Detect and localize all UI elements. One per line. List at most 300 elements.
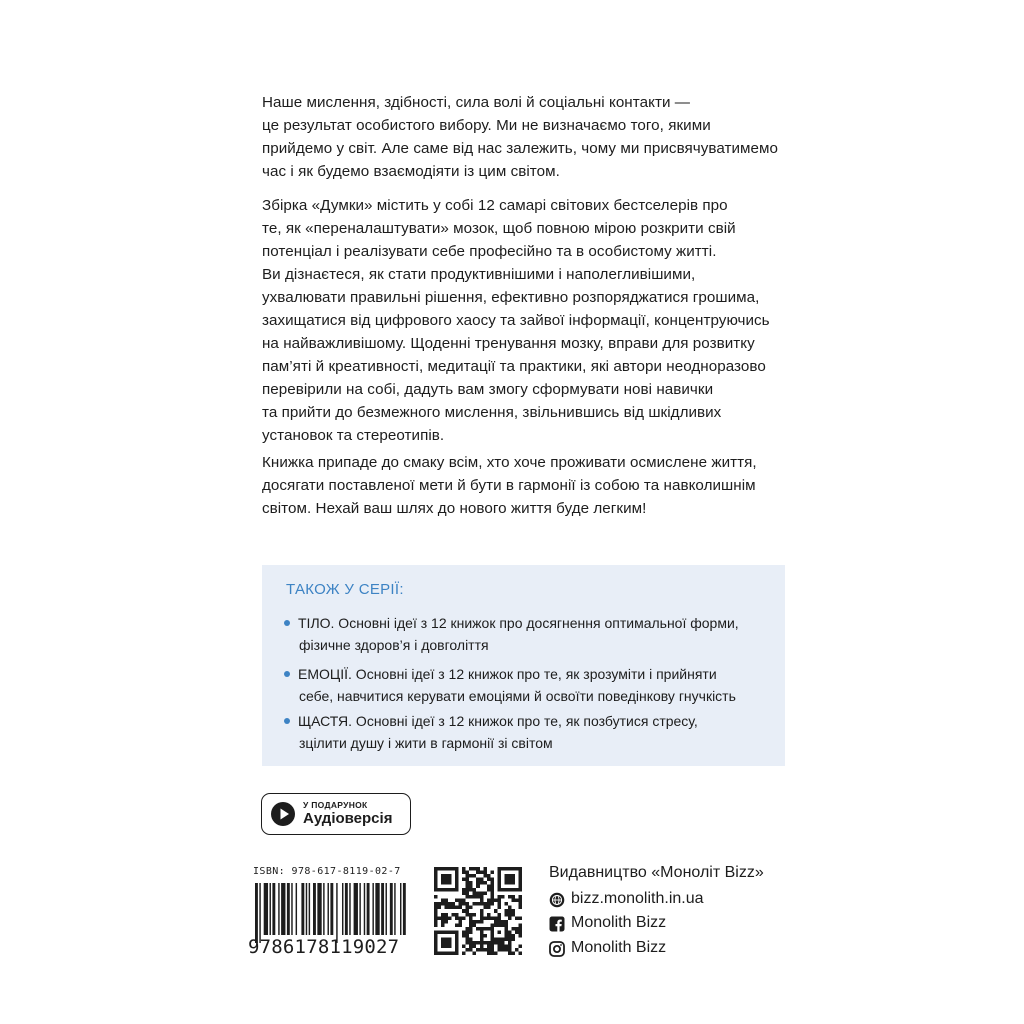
qr-module <box>483 892 487 896</box>
qr-module <box>462 878 466 882</box>
qr-module <box>511 934 515 938</box>
qr-module <box>504 909 508 913</box>
series-item-body <box>284 612 779 656</box>
qr-module <box>448 916 452 920</box>
text-line: Ви дізнаєтеся, як стати продуктивнішими і наполегливішими, <box>262 266 696 283</box>
qr-module <box>480 920 484 924</box>
series-item-line: зцілити душу і жити в гармонії зі світом <box>299 735 553 751</box>
qr-module <box>511 937 515 941</box>
qr-module <box>469 944 473 948</box>
qr-module <box>462 909 466 913</box>
qr-module <box>473 895 477 899</box>
qr-module <box>490 899 494 903</box>
qr-module <box>487 927 491 931</box>
barcode-bar <box>281 883 285 935</box>
qr-module <box>487 874 491 878</box>
qr-module <box>434 895 438 899</box>
qr-module <box>480 916 484 920</box>
series-title: ТАКОЖ У СЕРІЇ: <box>286 581 404 598</box>
qr-module <box>462 867 466 871</box>
qr-module <box>480 902 484 906</box>
qr-module <box>508 913 512 917</box>
qr-module <box>445 913 449 917</box>
qr-module <box>466 878 470 882</box>
qr-module <box>459 899 463 903</box>
qr-module <box>441 937 452 948</box>
qr-module <box>434 909 438 913</box>
qr-module <box>494 951 498 955</box>
qr-module <box>459 920 463 924</box>
qr-module <box>494 941 498 945</box>
barcode-bar <box>342 883 343 935</box>
qr-module <box>497 906 501 910</box>
qr-module <box>508 909 512 913</box>
qr-module <box>476 892 480 896</box>
qr-module <box>483 874 487 878</box>
qr-module <box>473 913 477 917</box>
qr-module <box>483 916 487 920</box>
qr-module <box>473 892 477 896</box>
qr-module <box>466 906 470 910</box>
qr-module <box>441 920 445 924</box>
barcode-bar <box>309 883 310 935</box>
text-line: на найважливішому. Щоденні тренування мозку, вправи для розвитку <box>262 335 755 352</box>
qr-module <box>441 923 445 927</box>
qr-module <box>459 906 463 910</box>
qr-module <box>490 871 494 875</box>
barcode-bar <box>328 883 329 935</box>
qr-module <box>469 874 473 878</box>
bullet-icon <box>284 620 290 626</box>
qr-module <box>434 906 438 910</box>
qr-module <box>515 899 519 903</box>
qr-module <box>497 920 501 924</box>
qr-module <box>476 881 480 885</box>
description-paragraph-2 <box>262 194 782 447</box>
barcode-bar <box>354 883 358 935</box>
qr-module <box>469 916 473 920</box>
qr-module <box>487 944 491 948</box>
qr-module <box>483 948 487 952</box>
qr-module <box>518 930 522 934</box>
qr-module <box>462 934 466 938</box>
qr-module <box>469 920 473 924</box>
qr-module <box>445 899 449 903</box>
qr-module <box>466 881 470 885</box>
qr-module <box>466 937 470 941</box>
qr-module <box>469 948 473 952</box>
qr-module <box>515 930 519 934</box>
qr-module <box>490 944 494 948</box>
qr-module <box>455 906 459 910</box>
barcode-bar <box>313 883 316 935</box>
series-item-line: себе, навчитися керувати емоціями й освоїти поведінкову гнучкість <box>299 688 736 704</box>
qr-module <box>508 895 512 899</box>
qr-module <box>515 948 519 952</box>
qr-module <box>501 944 505 948</box>
facebook-icon <box>549 916 565 932</box>
text-line: це результат особистого вибору. Ми не визначаємо того, якими <box>262 117 711 134</box>
series-item-line: ЕМОЦІЇ. Основні ідеї з 12 книжок про те, як зрозуміти і прийняти <box>298 666 717 682</box>
qr-module <box>497 948 501 952</box>
qr-module <box>476 920 480 924</box>
qr-module <box>466 927 470 931</box>
barcode-bar <box>372 883 373 935</box>
qr-module <box>483 934 487 938</box>
qr-module <box>462 902 466 906</box>
qr-module <box>480 892 484 896</box>
qr-module <box>487 941 491 945</box>
qr-module <box>473 920 477 924</box>
qr-module <box>511 913 515 917</box>
text-line: установок та стереотипів. <box>262 427 445 444</box>
qr-module <box>455 913 459 917</box>
qr-module <box>469 923 473 927</box>
qr-module <box>515 916 519 920</box>
qr-module <box>452 902 456 906</box>
qr-module <box>469 885 473 889</box>
qr-module <box>462 871 466 875</box>
qr-module <box>490 878 494 882</box>
text-line: прийдемо у світ. Але саме від нас залежить, чому ми присвячуватимемо <box>262 140 779 157</box>
qr-module <box>469 913 473 917</box>
qr-module <box>476 902 480 906</box>
qr-module <box>469 881 473 885</box>
qr-module <box>501 941 505 945</box>
qr-module <box>476 885 480 889</box>
qr-module <box>462 944 466 948</box>
qr-module <box>469 941 473 945</box>
globe-icon <box>549 892 565 908</box>
qr-module <box>490 885 494 889</box>
qr-module <box>494 909 498 913</box>
barcode-bar <box>323 883 324 935</box>
qr-module <box>462 892 466 896</box>
text-line: ухвалювати правильні рішення, ефективно розпоряджатися грошима, <box>262 289 760 306</box>
qr-module <box>480 899 484 903</box>
qr-module <box>487 951 491 955</box>
barcode-bar <box>296 883 297 935</box>
qr-module <box>466 934 470 938</box>
qr-module <box>511 951 515 955</box>
qr-module <box>445 902 449 906</box>
qr-module <box>466 930 470 934</box>
contact-facebook-text: Monolith Bizz <box>571 914 667 931</box>
publisher-title: Видавництво «Моноліт Bizz» <box>549 864 764 881</box>
barcode-bar <box>375 883 379 935</box>
barcode-bar <box>400 883 401 935</box>
qr-module <box>483 867 487 871</box>
barcode-bar <box>278 883 279 935</box>
qr-module <box>487 878 491 882</box>
series-item-emotions <box>284 663 779 707</box>
series-item-line: ЩАСТЯ. Основні ідеї з 12 книжок про те, як позбутися стресу, <box>298 713 698 729</box>
qr-module <box>483 906 487 910</box>
qr-module <box>438 902 442 906</box>
qr-module <box>466 909 470 913</box>
qr-module <box>476 948 480 952</box>
qr-module <box>497 895 501 899</box>
qr-module <box>518 899 522 903</box>
qr-module <box>459 916 463 920</box>
series-item-line: фізичне здоров’я і довголіття <box>299 637 489 653</box>
qr-module <box>508 916 512 920</box>
series-item-happiness <box>284 710 779 754</box>
qr-module <box>480 909 484 913</box>
qr-module <box>518 906 522 910</box>
qr-module <box>487 948 491 952</box>
bullet-icon <box>284 671 290 677</box>
qr-module <box>504 944 508 948</box>
qr-module <box>462 951 466 955</box>
qr-module <box>518 902 522 906</box>
qr-module <box>501 920 505 924</box>
qr-module <box>497 902 501 906</box>
qr-module <box>508 941 512 945</box>
qr-module <box>459 923 463 927</box>
qr-module <box>438 906 442 910</box>
text-line: Збірка «Думки» містить у собі 12 самарі світових бестселерів про <box>262 197 728 214</box>
qr-module <box>483 902 487 906</box>
barcode-bar <box>381 883 384 935</box>
qr-module <box>452 906 456 910</box>
qr-module <box>462 888 466 892</box>
text-line: Наше мислення, здібності, сила волі й соціальні контакти — <box>262 94 690 111</box>
qr-module <box>483 927 487 931</box>
qr-module <box>445 906 449 910</box>
barcode-bar <box>390 883 393 935</box>
qr-module <box>497 930 501 934</box>
barcode-bar <box>270 883 271 935</box>
qr-module <box>490 902 494 906</box>
text-line: світом. Нехай ваш шлях до нового життя буде легким! <box>262 500 647 517</box>
qr-module <box>438 916 442 920</box>
barcode-bar <box>336 883 337 943</box>
qr-module <box>462 930 466 934</box>
series-item-line: ТІЛО. Основні ідеї з 12 книжок про досягнення оптимальної форми, <box>298 615 739 631</box>
qr-module <box>487 902 491 906</box>
qr-module <box>473 874 477 878</box>
contact-website-text: bizz.monolith.in.ua <box>571 890 704 907</box>
qr-module <box>476 871 480 875</box>
qr-module <box>480 871 484 875</box>
qr-module <box>441 899 445 903</box>
audio-badge-label: Аудіоверсія <box>303 810 393 827</box>
qr-module <box>504 948 508 952</box>
qr-module <box>480 878 484 882</box>
audio-badge-caption: У ПОДАРУНОК <box>303 800 368 810</box>
qr-module <box>490 892 494 896</box>
qr-module <box>487 906 491 910</box>
qr-module <box>497 941 501 945</box>
instagram-icon <box>549 941 565 957</box>
qr-module <box>476 941 480 945</box>
qr-module <box>518 944 522 948</box>
qr-module <box>494 916 498 920</box>
qr-module <box>466 948 470 952</box>
qr-module <box>494 899 498 903</box>
qr-module <box>452 913 456 917</box>
qr-module <box>469 930 473 934</box>
qr-module <box>508 937 512 941</box>
qr-module <box>476 895 480 899</box>
qr-module <box>490 948 494 952</box>
text-line: досягати поставленої мети й бути в гармонії із собою та навколишнім <box>262 477 756 494</box>
qr-module <box>487 913 491 917</box>
isbn-label: ISBN: 978-617-8119-02-7 <box>253 866 401 877</box>
qr-module <box>480 895 484 899</box>
qr-module <box>487 899 491 903</box>
series-box <box>262 565 785 766</box>
qr-module <box>483 941 487 945</box>
qr-module <box>469 867 473 871</box>
qr-module <box>441 916 445 920</box>
barcode-bar <box>306 883 307 935</box>
qr-module <box>473 941 477 945</box>
barcode-bar <box>349 883 350 935</box>
qr-module <box>469 927 473 931</box>
barcode-bar <box>359 883 360 935</box>
qr-module <box>473 867 477 871</box>
qr-module <box>476 867 480 871</box>
barcode <box>253 883 409 943</box>
qr-module <box>448 902 452 906</box>
qr-module <box>434 916 438 920</box>
qr-module <box>462 916 466 920</box>
barcode-bar <box>330 883 333 935</box>
qr-module <box>490 895 494 899</box>
audio-version-badge[interactable] <box>261 793 411 835</box>
qr-module <box>504 902 508 906</box>
barcode-bar <box>386 883 387 935</box>
qr-module <box>501 948 505 952</box>
barcode-bar <box>291 883 292 935</box>
qr-module <box>497 916 501 920</box>
text-line: захищатися від цифрового хаосу та зайвої інформації, концентруючись <box>262 312 770 329</box>
bullet-icon <box>284 718 290 724</box>
qr-module <box>466 902 470 906</box>
qr-module <box>480 930 484 934</box>
barcode-bar <box>394 883 395 935</box>
qr-module <box>518 916 522 920</box>
text-line: час і як будемо взаємодіяти із цим світом. <box>262 163 560 180</box>
qr-module <box>487 916 491 920</box>
qr-module <box>459 902 463 906</box>
qr-module <box>518 951 522 955</box>
qr-module <box>480 948 484 952</box>
qr-module <box>518 927 522 931</box>
qr-module <box>497 944 501 948</box>
qr-module <box>441 874 452 885</box>
qr-module <box>508 944 512 948</box>
qr-module <box>473 888 477 892</box>
text-line: перевірили на собі, дадуть вам змогу сформувати нові навички <box>262 381 714 398</box>
qr-module <box>455 923 459 927</box>
qr-module <box>487 885 491 889</box>
text-line: пам’яті й креативності, медитації та практики, які автори неодноразово <box>262 358 766 375</box>
qr-module <box>487 888 491 892</box>
qr-module <box>497 899 501 903</box>
qr-module <box>511 899 515 903</box>
contact-instagram-text: Monolith Bizz <box>571 939 667 956</box>
barcode-bar <box>301 883 304 935</box>
text-line: те, як «переналаштувати» мозок, щоб повною мірою розкрити свій <box>262 220 736 237</box>
qr-module <box>434 913 438 917</box>
qr-module <box>480 944 484 948</box>
description-paragraph-1 <box>262 91 782 183</box>
barcode-bar <box>345 883 348 935</box>
qr-module <box>466 885 470 889</box>
qr-module <box>473 951 477 955</box>
qr-module <box>462 899 466 903</box>
qr-module <box>469 888 473 892</box>
qr-module <box>497 913 501 917</box>
qr-module <box>490 951 494 955</box>
barcode-bar <box>255 883 258 943</box>
qr-module <box>473 944 477 948</box>
qr-module <box>504 874 515 885</box>
qr-module <box>448 906 452 910</box>
barcode-bar <box>264 883 268 935</box>
qr-module <box>466 892 470 896</box>
qr-module <box>515 927 519 931</box>
qr-module <box>434 923 438 927</box>
qr-module <box>483 871 487 875</box>
qr-module <box>518 934 522 938</box>
qr-module <box>480 913 484 917</box>
qr-module <box>445 920 449 924</box>
qr-module <box>466 941 470 945</box>
qr-module <box>466 888 470 892</box>
qr-module <box>511 909 515 913</box>
qr-module <box>501 895 505 899</box>
qr-module <box>469 906 473 910</box>
barcode-bar <box>287 883 290 935</box>
qr-module <box>518 895 522 899</box>
play-icon <box>271 802 295 826</box>
qr-module <box>480 934 484 938</box>
qr-module <box>508 930 512 934</box>
qr-module <box>518 923 522 927</box>
qr-module <box>483 881 487 885</box>
qr-module <box>490 916 494 920</box>
qr-module <box>469 895 473 899</box>
qr-module <box>508 948 512 952</box>
qr-module <box>476 878 480 882</box>
text-line: та прийти до безмежного мислення, звільнившись від шкідливих <box>262 404 722 421</box>
qr-module <box>508 934 512 938</box>
qr-module <box>480 927 484 931</box>
qr-module <box>508 906 512 910</box>
qr-module <box>504 913 508 917</box>
qr-module <box>476 927 480 931</box>
barcode-digits: 9786178119027 <box>248 936 400 958</box>
qr-module <box>441 902 445 906</box>
barcode-bar <box>364 883 365 935</box>
qr-module <box>455 916 459 920</box>
qr-module <box>441 913 445 917</box>
qr-module <box>455 899 459 903</box>
qr-module <box>511 927 515 931</box>
qr-module <box>434 920 438 924</box>
qr-module <box>504 920 508 924</box>
qr-module <box>494 920 498 924</box>
qr-module <box>490 888 494 892</box>
text-line: Книжка припаде до смаку всім, хто хоче проживати осмислене життя, <box>262 454 757 471</box>
barcode-bar <box>367 883 370 935</box>
qr-module <box>490 941 494 945</box>
qr-module <box>511 895 515 899</box>
